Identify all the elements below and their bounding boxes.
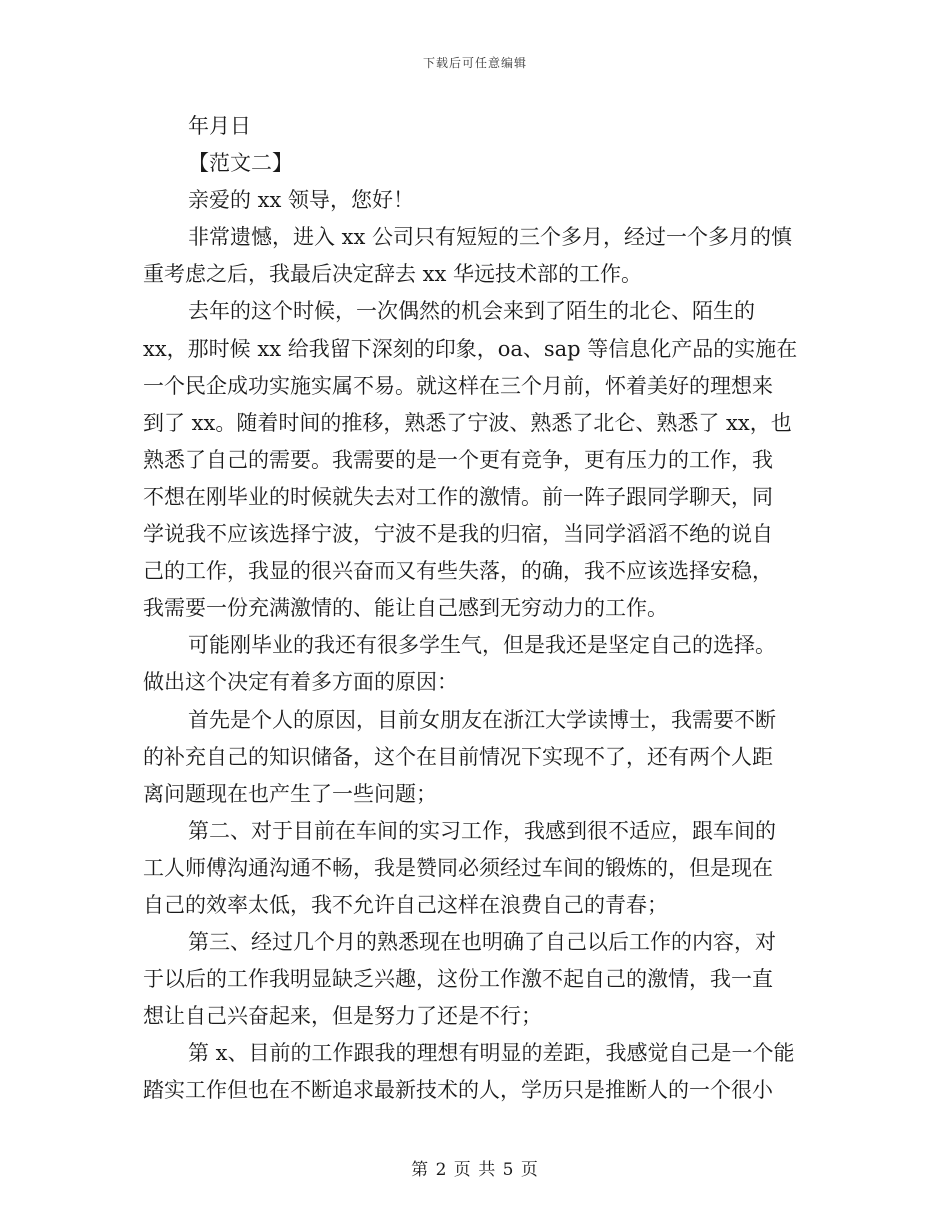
text-line: 第三、经过几个月的熟悉现在也明确了自己以后工作的内容，对 — [188, 930, 776, 955]
text-line: 工人师傅沟通沟通不畅，我是赞同必须经过车间的锻炼的，但是现在 — [143, 855, 773, 880]
text-line: 可能刚毕业的我还有很多学生气，但是我还是坚定自己的选择。 — [188, 633, 776, 658]
text-line: 我需要一份充满激情的、能让自己感到无穷动力的工作。 — [143, 596, 668, 621]
document-body — [143, 108, 807, 1110]
text-line: 去年的这个时候，一次偶然的机会来到了陌生的北仑、陌生的 — [188, 299, 755, 324]
text-line: 第 x、目前的工作跟我的理想有明显的差距，我感觉自己是一个能 — [188, 1041, 795, 1066]
text-line: 做出这个决定有着多方面的原因： — [143, 670, 458, 695]
text-line: 熟悉了自己的需要。我需要的是一个更有竞争，更有压力的工作，我 — [143, 447, 773, 472]
text-line: 自己的效率太低，我不允许自己这样在浪费自己的青春； — [143, 892, 668, 917]
text-line: 不想在刚毕业的时候就失去对工作的激情。前一阵子跟同学聊天，同 — [143, 484, 773, 509]
text-line: 己的工作，我显的很兴奋而又有些失落，的确，我不应该选择安稳， — [143, 559, 773, 584]
text-line: 第二、对于目前在车间的实习工作，我感到很不适应，跟车间的 — [188, 818, 776, 843]
text-line: 想让自己兴奋起来，但是努力了还是不行； — [143, 1004, 542, 1029]
text-line: 非常遗憾，进入 xx 公司只有短短的三个多月，经过一个多月的慎 — [188, 225, 793, 250]
text-line: 踏实工作但也在不断追求最新技术的人，学历只是推断人的一个很小 — [143, 1078, 773, 1103]
text-line: 到了 xx。随着时间的推移，熟悉了宁波、熟悉了北仑、熟悉了 xx，也 — [143, 410, 792, 435]
text-line: 重考虑之后，我最后决定辞去 xx 华远技术部的工作。 — [143, 262, 643, 287]
text-line: 【范文二】 — [188, 151, 293, 176]
text-line: xx，那时候 xx 给我留下深刻的印象，oa、sap 等信息化产品的实施在 — [143, 336, 798, 361]
page-number-footer: 第 2 页 共 5 页 — [411, 1160, 539, 1180]
text-line: 亲爱的 xx 领导，您好！ — [188, 188, 415, 213]
header-note: 下载后可任意编辑 — [422, 56, 527, 70]
text-line: 年月日 — [188, 114, 251, 138]
text-line: 的补充自己的知识储备，这个在目前情况下实现不了，还有两个人距 — [143, 744, 773, 769]
text-line: 一个民企成功实施实属不易。就这样在三个月前，怀着美好的理想来 — [143, 373, 773, 398]
text-line: 首先是个人的原因，目前女朋友在浙江大学读博士，我需要不断 — [188, 707, 776, 732]
text-line: 于以后的工作我明显缺乏兴趣，这份工作激不起自己的激情，我一直 — [143, 967, 773, 992]
text-line: 学说我不应该选择宁波，宁波不是我的归宿，当同学滔滔不绝的说自 — [143, 522, 773, 547]
text-line: 离问题现在也产生了一些问题； — [143, 781, 437, 806]
